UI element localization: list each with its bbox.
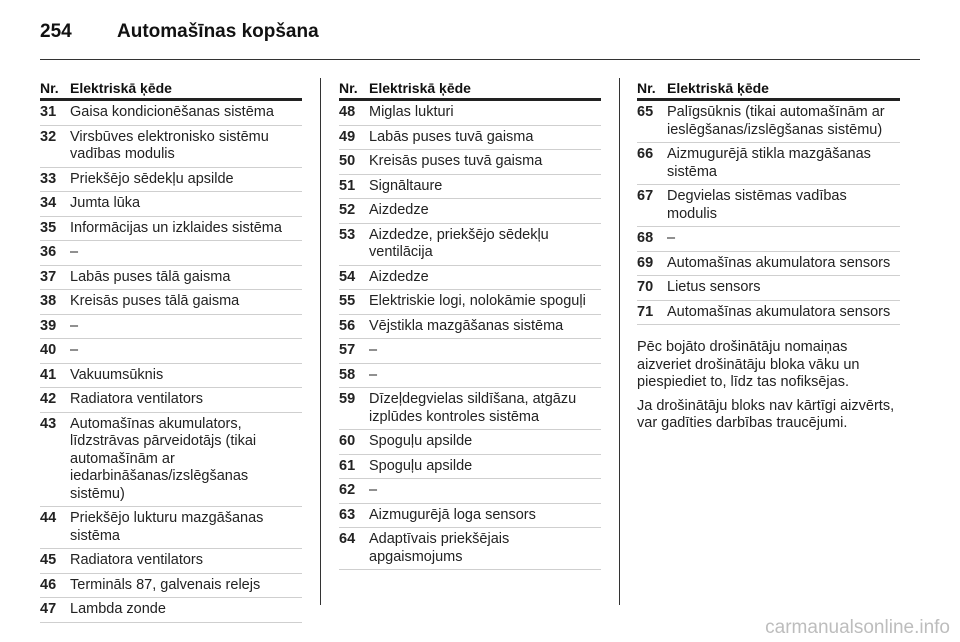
fuse-number: 41 bbox=[40, 366, 57, 383]
header-nr: Nr. bbox=[637, 80, 656, 96]
circuit-name: Labās puses tālā gaisma bbox=[70, 268, 231, 285]
table-row bbox=[637, 276, 900, 301]
column-divider bbox=[320, 78, 321, 605]
table-row bbox=[40, 339, 302, 364]
table-row bbox=[339, 101, 601, 126]
circuit-name: Miglas lukturi bbox=[369, 104, 454, 120]
table-row bbox=[40, 241, 302, 266]
fuse-number: 57 bbox=[339, 342, 356, 358]
page-header bbox=[0, 0, 960, 60]
table-row bbox=[40, 413, 302, 508]
circuit-name: Adaptīvais priekšējais apgaismojums bbox=[369, 531, 510, 565]
fuse-number: 54 bbox=[339, 268, 356, 285]
fuse-number: 46 bbox=[40, 576, 57, 593]
header-divider bbox=[40, 59, 920, 60]
circuit-name: Vakuumsūknis bbox=[70, 366, 164, 383]
table-row bbox=[40, 315, 302, 340]
header-nr: Nr. bbox=[339, 80, 358, 96]
fuse-number: 42 bbox=[40, 391, 57, 407]
fuse-number: 62 bbox=[339, 482, 356, 498]
circuit-name: Automašīnas akumulators, līdzstrāvas pārveidotājs (tikai automašīnām ar iedarbināšanas/izslēgšanas sistēmu) bbox=[70, 415, 257, 502]
fuse-number: 51 bbox=[339, 177, 356, 194]
fuse-number: 55 bbox=[339, 293, 356, 309]
table-body bbox=[339, 101, 601, 570]
circuit-name: Aizmugurējā loga sensors bbox=[369, 506, 536, 523]
fuse-number: 33 bbox=[40, 170, 57, 187]
header-circuit: Elektriskā ķēde bbox=[369, 80, 471, 96]
fuse-number: 34 bbox=[40, 195, 57, 211]
header-nr: Nr. bbox=[40, 80, 59, 96]
table-row bbox=[339, 199, 601, 224]
table-row bbox=[339, 504, 601, 529]
circuit-name: – bbox=[667, 230, 676, 246]
table-row bbox=[40, 266, 302, 291]
table-row bbox=[40, 192, 302, 217]
circuit-name: Labās puses tuvā gaisma bbox=[369, 128, 534, 145]
table-header bbox=[40, 78, 302, 101]
circuit-name: Priekšējo sēdekļu apsilde bbox=[70, 170, 234, 187]
page-title: Automašīnas kopšana bbox=[117, 21, 319, 42]
circuit-name: Lietus sensors bbox=[667, 279, 761, 295]
fuse-number: 58 bbox=[339, 366, 356, 383]
circuit-name: Signāltaure bbox=[369, 177, 443, 194]
table-row bbox=[339, 126, 601, 151]
table-row bbox=[339, 430, 601, 455]
warning-paragraph: Ja drošinātāju bloks nav kārtīgi aizvērts, var gadīties darbības traucējumi. bbox=[637, 397, 895, 431]
fuse-number: 70 bbox=[637, 279, 654, 295]
fuse-number: 45 bbox=[40, 552, 57, 568]
fuse-number: 65 bbox=[637, 104, 654, 120]
header-circuit: Elektriskā ķēde bbox=[70, 80, 172, 96]
table-row bbox=[339, 175, 601, 200]
table-row bbox=[40, 101, 302, 126]
fuse-number: 67 bbox=[637, 188, 654, 204]
table-row bbox=[339, 528, 601, 570]
circuit-name: Aizdedze bbox=[369, 202, 429, 218]
fuse-number: 68 bbox=[637, 230, 654, 246]
table-row bbox=[40, 168, 302, 193]
circuit-name: Spoguļu apsilde bbox=[369, 457, 473, 474]
circuit-name: Virsbūves elektronisko sistēmu vadības modulis bbox=[70, 128, 269, 162]
table-row bbox=[40, 388, 302, 413]
circuit-name: Priekšējo lukturu mazgāšanas sistēma bbox=[70, 510, 264, 544]
table-row bbox=[637, 227, 900, 252]
table-row bbox=[637, 252, 900, 277]
fuse-number: 71 bbox=[637, 303, 654, 320]
fuse-number: 48 bbox=[339, 104, 356, 120]
fuse-number: 39 bbox=[40, 317, 57, 334]
table-body bbox=[40, 101, 302, 623]
fuse-number: 31 bbox=[40, 104, 57, 120]
fuse-number: 52 bbox=[339, 202, 356, 218]
table-row bbox=[339, 364, 601, 389]
fuse-number: 60 bbox=[339, 433, 356, 449]
header-circuit: Elektriskā ķēde bbox=[667, 80, 769, 96]
table-row bbox=[339, 388, 601, 430]
circuit-name: Radiatora ventilators bbox=[70, 391, 203, 407]
circuit-name: – bbox=[369, 366, 378, 383]
table-row bbox=[637, 301, 900, 326]
circuit-name: Automašīnas akumulatora sensors bbox=[667, 254, 891, 271]
fuse-number: 64 bbox=[339, 531, 356, 547]
table-row bbox=[40, 217, 302, 242]
fuse-table-column-3 bbox=[637, 78, 900, 433]
table-row bbox=[339, 150, 601, 175]
table-row bbox=[637, 185, 900, 227]
circuit-name: Jumta lūka bbox=[70, 195, 141, 211]
circuit-name: Aizdedze bbox=[369, 268, 429, 285]
table-row bbox=[339, 455, 601, 480]
fuse-number: 53 bbox=[339, 226, 356, 243]
fuse-number: 32 bbox=[40, 128, 57, 145]
fuse-number: 47 bbox=[40, 601, 57, 617]
circuit-name: Informācijas un izklaides sistēma bbox=[70, 219, 282, 236]
circuit-name: Kreisās puses tālā gaisma bbox=[70, 293, 240, 309]
watermark-text: carmanualsonline.info bbox=[765, 617, 950, 638]
fuse-number: 35 bbox=[40, 219, 57, 236]
circuit-name: Aizmugurējā stikla mazgāšanas sistēma bbox=[667, 146, 871, 180]
instruction-paragraph: Pēc bojāto drošinātāju nomaiņas aizveriet drošinātāju bloka vāku un piespiediet to, līdz tas nofiksējas. bbox=[637, 339, 860, 390]
circuit-name: Dīzeļdegvielas sildīšana, atgāzu izplūdes kontroles sistēma bbox=[369, 391, 577, 425]
table-row bbox=[40, 364, 302, 389]
table-row bbox=[339, 266, 601, 291]
table-row bbox=[40, 574, 302, 599]
fuse-number: 38 bbox=[40, 293, 57, 309]
table-row bbox=[40, 598, 302, 623]
circuit-name: Radiatora ventilators bbox=[70, 552, 203, 568]
table-row bbox=[637, 101, 900, 143]
circuit-name: – bbox=[70, 342, 79, 358]
fuse-number: 36 bbox=[40, 244, 57, 260]
circuit-name: Aizdedze, priekšējo sēdekļu ventilācija bbox=[369, 226, 549, 260]
circuit-name: Gaisa kondicionēšanas sistēma bbox=[70, 104, 274, 120]
column-divider bbox=[619, 78, 620, 605]
circuit-name: Automašīnas akumulatora sensors bbox=[667, 303, 891, 320]
fuse-table-column-2 bbox=[339, 78, 601, 570]
fuse-number: 37 bbox=[40, 268, 57, 285]
fuse-number: 63 bbox=[339, 506, 356, 523]
circuit-name: Lambda zonde bbox=[70, 601, 166, 617]
circuit-name: Kreisās puses tuvā gaisma bbox=[369, 153, 543, 169]
circuit-name: Degvielas sistēmas vadības modulis bbox=[667, 188, 847, 222]
circuit-name: Vējstikla mazgāšanas sistēma bbox=[369, 317, 564, 334]
table-row bbox=[339, 290, 601, 315]
table-row bbox=[40, 290, 302, 315]
fuse-number: 44 bbox=[40, 510, 57, 526]
circuit-name: Elektriskie logi, nolokāmie spoguļi bbox=[369, 293, 586, 309]
table-row bbox=[339, 315, 601, 340]
fuse-number: 61 bbox=[339, 457, 356, 474]
table-row bbox=[40, 549, 302, 574]
table-row bbox=[339, 339, 601, 364]
table-row bbox=[339, 224, 601, 266]
table-row bbox=[637, 143, 900, 185]
fuse-number: 56 bbox=[339, 317, 356, 334]
fuse-number: 50 bbox=[339, 153, 356, 169]
table-body bbox=[637, 101, 900, 325]
fuse-number: 66 bbox=[637, 146, 654, 162]
table-header bbox=[637, 78, 900, 101]
circuit-name: – bbox=[369, 342, 378, 358]
circuit-name: Spoguļu apsilde bbox=[369, 433, 473, 449]
fuse-table-column-1 bbox=[40, 78, 302, 623]
table-row bbox=[40, 126, 302, 168]
table-row bbox=[339, 479, 601, 504]
fuse-number: 43 bbox=[40, 415, 57, 432]
circuit-name: – bbox=[369, 482, 378, 498]
table-row bbox=[40, 507, 302, 549]
circuit-name: – bbox=[70, 244, 79, 260]
circuit-name: Palīgsūknis (tikai automašīnām ar ieslēgšanas/izslēgšanas sistēmu) bbox=[667, 104, 885, 138]
fuse-number: 40 bbox=[40, 342, 57, 358]
circuit-name: Termināls 87, galvenais relejs bbox=[70, 576, 261, 593]
circuit-name: – bbox=[70, 317, 79, 334]
fuse-number: 59 bbox=[339, 391, 356, 407]
fuse-number: 49 bbox=[339, 128, 356, 145]
table-header bbox=[339, 78, 601, 101]
page-number: 254 bbox=[40, 21, 72, 42]
fuse-number: 69 bbox=[637, 254, 654, 271]
